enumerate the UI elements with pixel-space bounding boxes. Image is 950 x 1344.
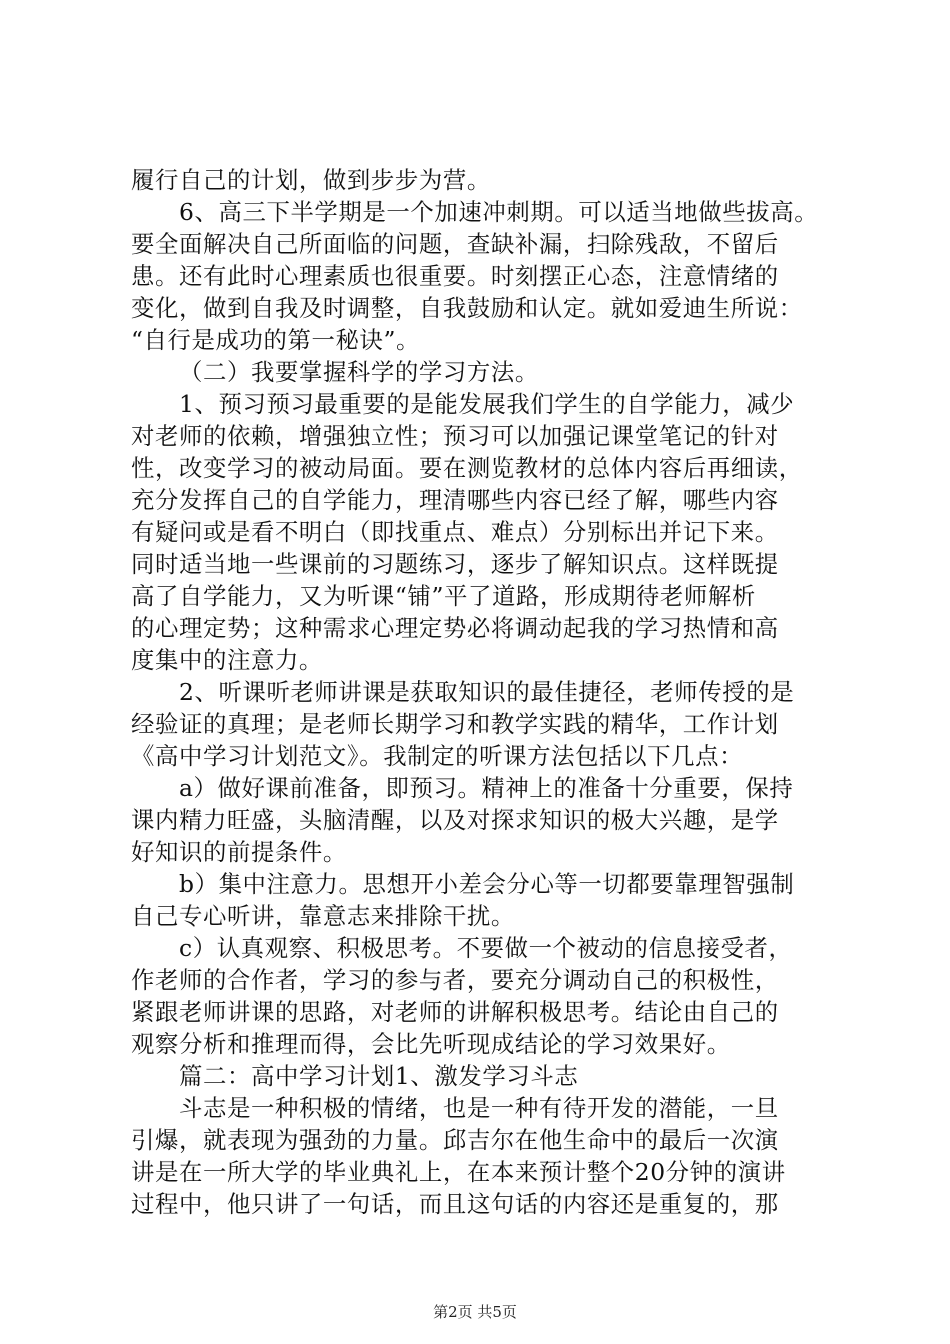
- text-line: a）做好课前准备，即预习。精神上的准备十分重要，保持: [179, 774, 794, 802]
- text-line: 性，改变学习的被动局面。要在测览教材的总体内容后再细读，: [131, 454, 803, 482]
- text-line: 紧跟老师讲课的思路，对老师的讲解积极思考。结论由自己的: [131, 998, 779, 1026]
- text-line: 引爆，就表现为强劲的力量。邱吉尔在他生命中的最后一次演: [131, 1126, 779, 1154]
- text-line: 有疑问或是看不明白（即找重点、难点）分别标出并记下来。: [131, 518, 779, 546]
- text-line: 的心理定势；这种需求心理定势必将调动起我的学习热情和高: [131, 614, 779, 642]
- text-line: 履行自己的计划，做到步步为营。: [131, 166, 491, 194]
- text-line: 变化，做到自我及时调整，自我鼓励和认定。就如爱迪生所说：: [131, 294, 803, 322]
- text-line: 对老师的依赖，增强独立性；预习可以加强记课堂笔记的针对: [131, 422, 779, 450]
- text-line: 讲是在一所大学的毕业典礼上，在本来预计整个20分钟的演讲: [131, 1158, 786, 1186]
- text-line: 好知识的前提条件。: [131, 838, 347, 866]
- text-line: 6、高三下半学期是一个加速冲刺期。可以适当地做些拔高。: [179, 198, 819, 226]
- text-line: 要全面解决自己所面临的问题，查缺补漏，扫除残敌，不留后: [131, 230, 779, 258]
- text-line: 过程中，他只讲了一句话，而且这句话的内容还是重复的，那: [131, 1190, 779, 1218]
- text-line: 作老师的合作者，学习的参与者，要充分调动自己的积极性，: [131, 966, 779, 994]
- text-line: 度集中的注意力。: [131, 646, 323, 674]
- text-line: 患。还有此时心理素质也很重要。时刻摆正心态，注意情绪的: [131, 262, 779, 290]
- text-line: （二）我要掌握科学的学习方法。: [179, 358, 539, 386]
- text-line: 自己专心听讲，靠意志来排除干扰。: [131, 902, 515, 930]
- text-line: 经验证的真理；是老师长期学习和教学实践的精华，工作计划: [131, 710, 779, 738]
- text-line: 充分发挥自己的自学能力，理清哪些内容已经了解，哪些内容: [131, 486, 779, 514]
- text-line: 2、听课听老师讲课是获取知识的最佳捷径，老师传授的是: [179, 678, 795, 706]
- text-line: “自行是成功的第一秘诀”。: [131, 326, 421, 354]
- text-line: 观察分析和推理而得，会比先听现成结论的学习效果好。: [131, 1030, 731, 1058]
- text-line: 篇二：高中学习计划1、激发学习斗志: [179, 1062, 579, 1090]
- text-line: b）集中注意力。思想开小差会分心等一切都要靠理智强制: [179, 870, 795, 898]
- text-line: 课内精力旺盛，头脑清醒，以及对探求知识的极大兴趣，是学: [131, 806, 779, 834]
- text-line: 斗志是一种积极的情绪，也是一种有待开发的潜能，一旦: [179, 1094, 779, 1122]
- page-footer: 第2页 共5页: [433, 1303, 517, 1321]
- text-line: 《高中学习计划范文》。我制定的听课方法包括以下几点：: [131, 742, 744, 770]
- text-line: 高了自学能力，又为听课“铺”平了道路，形成期待老师解析: [131, 582, 756, 610]
- text-line: c）认真观察、积极思考。不要做一个被动的信息接受者，: [179, 934, 793, 962]
- text-line: 1、预习预习最重要的是能发展我们学生的自学能力，减少: [179, 390, 795, 418]
- text-line: 同时适当地一些课前的习题练习，逐步了解知识点。这样既提: [131, 550, 779, 578]
